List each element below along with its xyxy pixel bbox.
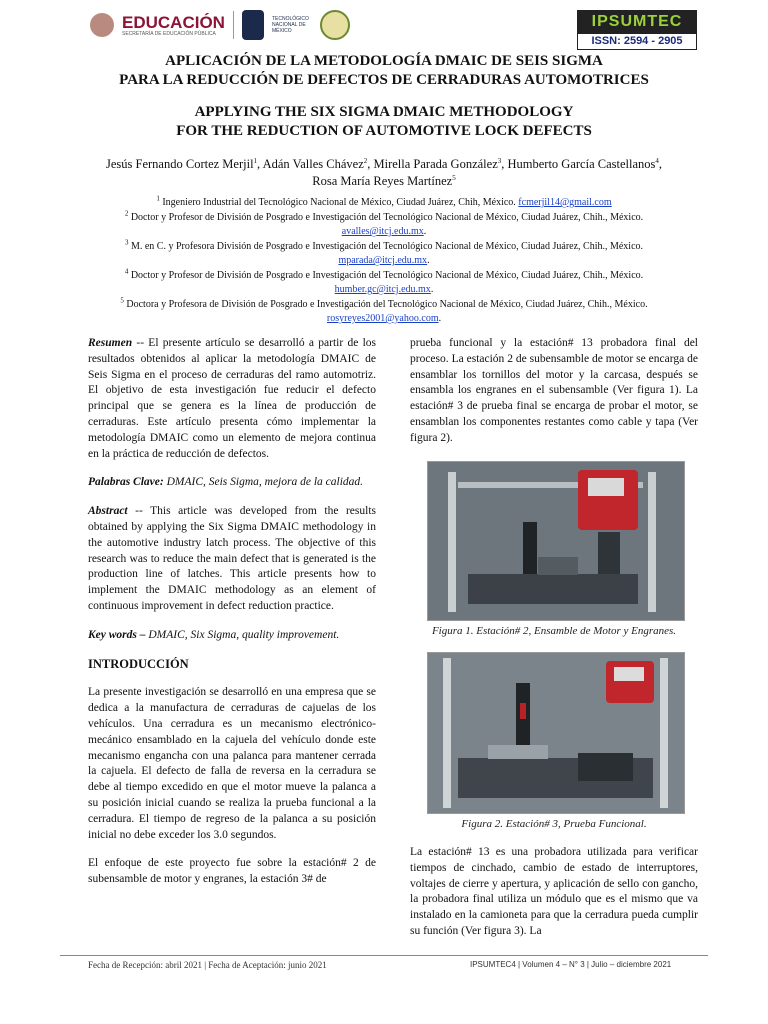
affiliation-4: $^4$ Doctor y Profesor de División de Posgrado e Investigación del Tecnológico Nacional de México, Ciudad Juárez, Chih., México. humber.gc@itcj.edu.mx.: [124, 267, 644, 295]
author-list: Jesús Fernando Cortez Merjil$^1$, Adán Valles Chávez$^2$, Mirella Parada González$^3$, Humberto García Castellanos$^4$, Rosa María Reyes Martínez$^5$: [106, 156, 662, 188]
figure-2-caption: Figura 2. Estación# 3, Prueba Funcional.: [461, 818, 647, 830]
affiliation-1: $^1$ Ingeniero Industrial del Tecnológico Nacional de México, Ciudad Juárez, Chih, México. fcmerjil14@gmail.com: [156, 194, 612, 208]
figure-2-photo: [427, 652, 685, 814]
email-link[interactable]: mparada@itcj.edu.mx: [338, 255, 428, 266]
logo-divider: [233, 11, 234, 39]
affiliation-2: $^2$ Doctor y Profesor de División de Posgrado e Investigación del Tecnológico Nacional de México, Ciudad Juárez, Chih., México. avalles@itcj.edu.mx.: [124, 209, 644, 237]
tecnm-label: TECNOLÓGICO NACIONAL DE MÉXICO: [271, 16, 309, 34]
footer-divider: [60, 955, 708, 956]
introduccion-heading: INTRODUCCIÓN: [88, 656, 189, 671]
header-logos: [90, 10, 350, 40]
figure-1-caption: Figura 1. Estación# 2, Ensamble de Motor y Engranes.: [431, 625, 677, 637]
station-13-paragraph: La estación# 13 es una probadora utilizada para verificar tiempos de cinchado, cambio de estado de interruptores, voltajes de cierre y apertura, y aplicación de sello con gancho, la probadora final utiliza un módulo que es el mismo que va instalado en la camioneta para que la cerradura pueda cumplir su función (Ver figura 3). La: [410, 846, 698, 937]
intro-paragraph-1: La presente investigación se desarrolló en una empresa que se dedica a la manufactura de cerraduras de cajuelas de los vehículos. Una cerradura es un mecanismo electrónico-mecánico ensamblado en la cajuela del vehículo donde este mecanismo engancha con una palanca para mantener cerrada la cajuela. El defecto de falla de reversa en la cerradura se debe al tiempo excedido en que el motor mueve la palanca a su posición inicial cuando se realiza la prueba funcional a la cerradura. El tiempo de regreso de la palanca a su posición inicial no debe exceder los 3.0 segundos.: [88, 686, 376, 841]
affiliation-3: $^3$ M. en C. y Profesora División de Posgrado e Investigación del Tecnológico Nacional de México, Ciudad Juárez, Chih., México. mparada@itcj.edu.mx.: [124, 238, 644, 266]
email-link[interactable]: fcmerjil14@gmail.com: [518, 197, 612, 208]
title-english: APPLYING THE SIX SIGMA DMAIC METHODOLOGY FOR THE REDUCTION OF AUTOMOTIVE LOCK DEFECTS: [176, 104, 592, 139]
abstract-paragraph: Abstract -- This article was developed from the results obtained by applying the Six Sigma DMAIC methodology in the automotive industry latch process. The objective of this research was to reduce the main defect that is generated is the production line of latches. This article presents how to implement the DMAIC methodology as an element of continuous improvement in defect reduction practice.: [88, 505, 376, 612]
educacion-logo: EDUCACIÓN SECRETARÍA DE EDUCACIÓN PÚBLICA: [122, 13, 225, 37]
sep-seal-icon: [90, 13, 114, 37]
intro-paragraph-2: El enfoque de este proyecto fue sobre la estación# 2 de subensamble de motor y engranes, la estación 3# de: [88, 857, 376, 886]
footer-dates: Fecha de Recepción: abril 2021 | Fecha de Aceptación: junio 2021: [88, 960, 327, 970]
keywords-paragraph: Key words – DMAIC, Six Sigma, quality improvement.: [88, 628, 340, 641]
footer-issue: IPSUMTEC4 | Volumen 4 – N° 3 | Julio – diciembre 2021: [470, 960, 672, 969]
journal-name: IPSUMTEC: [591, 12, 683, 30]
email-link[interactable]: avalles@itcj.edu.mx: [341, 226, 424, 237]
issn-label: ISSN: 2594 - 2905: [577, 33, 697, 50]
itcj-logo-icon: [320, 10, 350, 40]
left-column: [88, 336, 376, 901]
affiliation-5: $^5$ Doctora y Profesora de División de Posgrado e Investigación del Tecnológico Nacional de México, Ciudad Juárez, Chih., México. rosyreyes2001@yahoo.com.: [120, 296, 648, 324]
email-link[interactable]: humber.gc@itcj.edu.mx: [334, 284, 431, 295]
right-column-bottom: [410, 845, 698, 953]
email-link[interactable]: rosyreyes2001@yahoo.com: [326, 313, 439, 324]
tecnm-logo-icon: [242, 10, 264, 40]
stations-paragraph: prueba funcional y la estación# 13 probadora final del proceso. La estación 2 de subensamble de motor se encarga de ensamblar los tornillos del motor y la carcasa, después se ensambla los engranes en el subensamble (Ver figura 1). La estación# 3 de prueba final se encarga de probar el motor, se ensamblan los componentes restantes como cable y tapa (Ver figura 2).: [410, 337, 698, 444]
affiliations: [60, 196, 708, 327]
title-spanish: APLICACIÓN DE LA METODOLOGÍA DMAIC DE SEIS SIGMA PARA LA REDUCCIÓN DE DEFECTOS DE CERRADURAS AUTOMOTRICES: [119, 53, 649, 88]
journal-logo: [577, 10, 697, 48]
palabras-clave-paragraph: Palabras Clave: DMAIC, Seis Sigma, mejora de la calidad.: [88, 476, 364, 489]
resumen-paragraph: Resumen -- El presente artículo se desarrolló a partir de los resultados obtenidos al aplicar la metodología DMAIC de Seis Sigma en el proceso de cerraduras del ramo automotriz. El objetivo de esta investigación fue reducir el defecto principal que se genera es la línea de producción de cerraduras. Este artículo presenta cómo implementar la metodología DMAIC como un elemento de mejora continua en la práctica de reducción de defectos.: [88, 337, 376, 460]
right-column-top: [410, 336, 698, 460]
figure-1-photo: [427, 461, 685, 621]
